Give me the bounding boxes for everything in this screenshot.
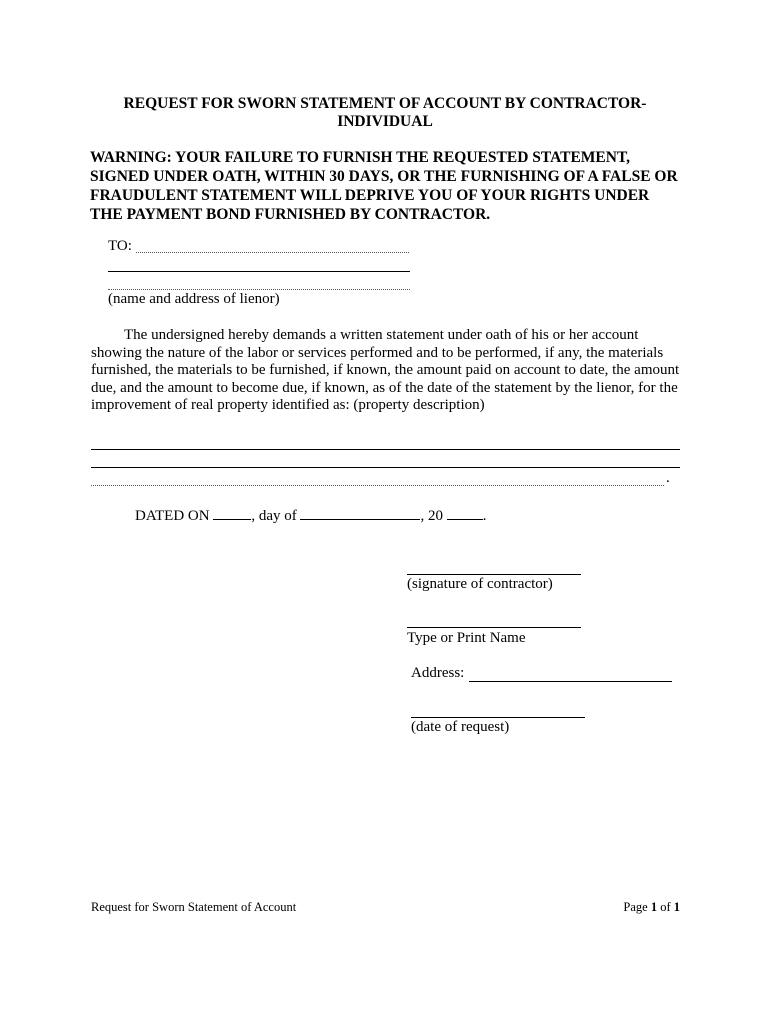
month-field[interactable] [300, 506, 420, 520]
body-paragraph-1: The undersigned hereby demands a written statement under oath of his or her account showing the nature of the labor or services performed and to be performed, if any, the materials furnished, the materials to be furnished, if known, the amount paid on account to date, the amount [91, 327, 680, 379]
year-label: , 20 [420, 508, 443, 524]
property-end-period: . [666, 470, 670, 486]
year-field[interactable] [447, 506, 483, 520]
day-of-label: , day of [251, 508, 297, 524]
dated-end-period: . [482, 508, 487, 524]
address-field[interactable] [469, 667, 672, 682]
page-of-label: of [660, 900, 671, 914]
body-text [91, 327, 691, 415]
property-description-line-3[interactable] [91, 471, 664, 486]
property-description-line-1[interactable] [91, 435, 680, 450]
page-label: Page [623, 900, 648, 914]
lienor-name-field[interactable] [136, 238, 409, 253]
body-paragraph-2: due, and the amount to become due, if known, as of the date of the statement by the lienor, for the improvement of real property identified as: (property description) [91, 379, 678, 414]
footer-document-name: Request for Sworn Statement of Account [91, 900, 297, 914]
date-of-request-field[interactable] [411, 703, 585, 718]
page-total: 1 [673, 900, 680, 914]
signature-caption: (signature of contractor) [407, 576, 553, 592]
day-field[interactable] [213, 506, 251, 520]
print-name-field[interactable] [407, 615, 581, 628]
document-title [90, 95, 680, 131]
signature-field[interactable] [407, 562, 581, 575]
to-label: TO: [108, 238, 132, 254]
lienor-caption: (name and address of lienor) [108, 291, 280, 307]
warning-paragraph: WARNING: YOUR FAILURE TO FURNISH THE REQUESTED STATEMENT, SIGNED UNDER OATH, WITHIN 30 DAYS, OR THE FURNISHING OF A FALSE OR FRAUDULENT STATEMENT WILL DEPRIVE YOU OF YOUR RIGHTS UNDER THE PAYMENT BOND FURNISHED BY CONTRACTOR. [90, 149, 678, 223]
dated-on-label: DATED ON [135, 508, 210, 524]
title-line-2: INDIVIDUAL [337, 113, 433, 130]
address-label: Address: [411, 665, 465, 681]
title-line-1: REQUEST FOR SWORN STATEMENT OF ACCOUNT BY CONTRACTOR- [123, 95, 647, 112]
date-request-caption: (date of request) [411, 719, 510, 735]
property-description-line-2[interactable] [91, 453, 680, 468]
lienor-address-field-1[interactable] [108, 257, 410, 272]
page-current: 1 [650, 900, 658, 914]
lienor-address-field-2[interactable] [108, 275, 410, 290]
footer-page-number [610, 900, 680, 915]
print-name-caption: Type or Print Name [407, 630, 526, 646]
dated-line [135, 506, 486, 525]
